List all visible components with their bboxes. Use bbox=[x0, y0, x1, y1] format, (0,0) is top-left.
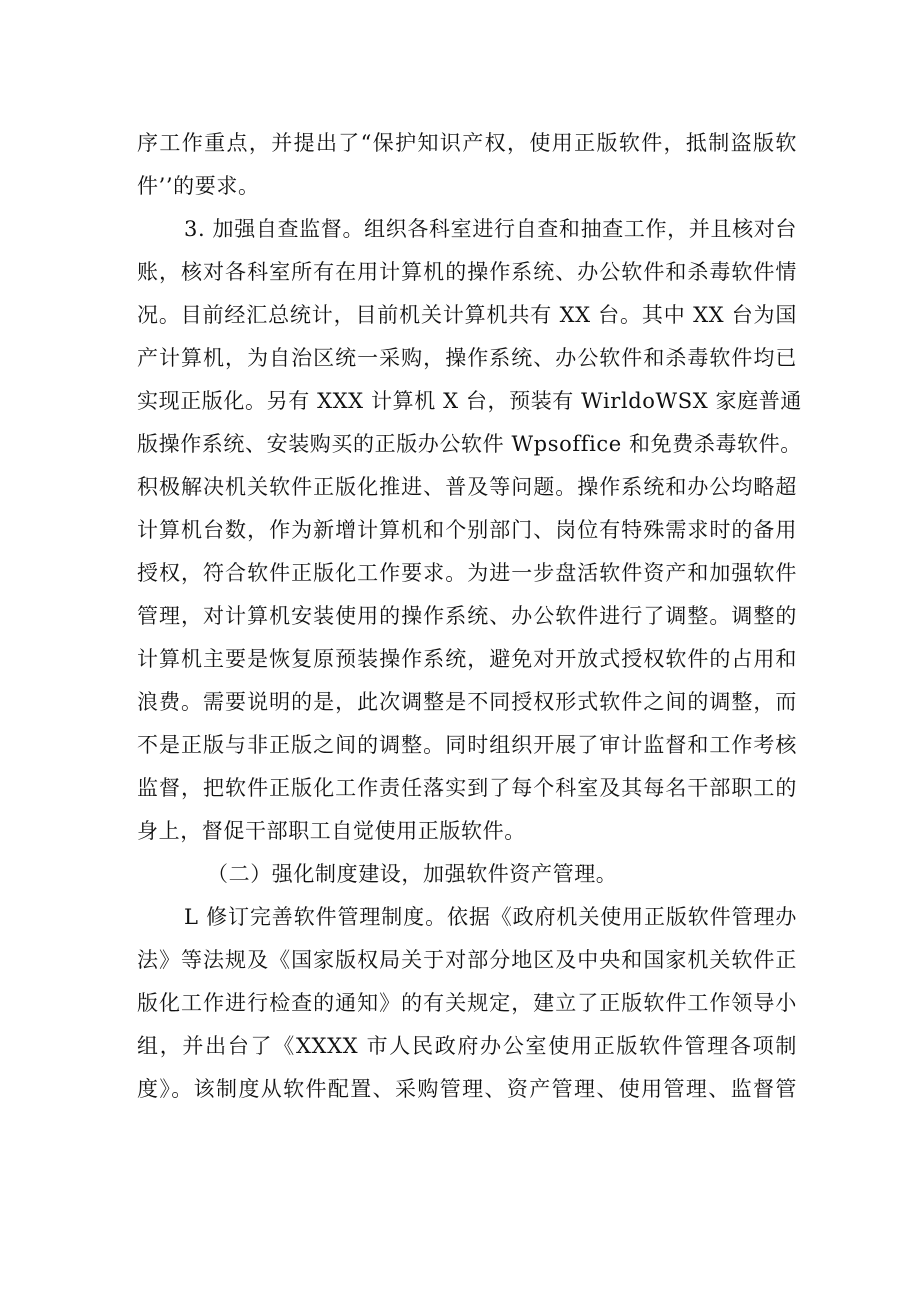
text-line: 积极解决机关软件正版化推进、普及等问题。操作系统和办公均略超 bbox=[137, 475, 797, 499]
text-line: 计算机主要是恢复原预装操作系统，避免对开放式授权软件的占用和 bbox=[137, 647, 797, 671]
text-line: 不是正版与非正版之间的调整。同时组织开展了审计监督和工作考核 bbox=[137, 733, 797, 757]
text-line: 序工作重点，并提出了“保护知识产权，使用正版软件，抵制盗版软 bbox=[137, 131, 797, 155]
text-line: 身上，督促干部职工自觉使用正版软件。 bbox=[137, 819, 526, 843]
text-line: 监督，把软件正版化工作责任落实到了每个科室及其每名干部职工的 bbox=[137, 776, 797, 800]
text-line: 授权，符合软件正版化工作要求。为进一步盘活软件资产和加强软件 bbox=[137, 561, 797, 585]
text-line: 产计算机，为自治区统一采购，操作系统、办公软件和杀毒软件均已 bbox=[137, 346, 797, 370]
text-line: L 修订完善软件管理制度。依据《政府机关使用正版软件管理办 bbox=[184, 905, 797, 929]
text-line: 计算机台数，作为新增计算机和个别部门、岗位有特殊需求时的备用 bbox=[137, 518, 797, 542]
text-line: 版操作系统、安装购买的正版办公软件 Wpsoffice 和免费杀毒软件。 bbox=[137, 432, 802, 456]
text-line: 况。目前经汇总统计，目前机关计算机共有 XX 台。其中 XX 台为国 bbox=[137, 303, 797, 327]
text-line: 实现正版化。另有 XXX 计算机 X 台，预装有 WirldoWSX 家庭普通 bbox=[137, 389, 802, 413]
text-line: 度》。该制度从软件配置、采购管理、资产管理、使用管理、监督管 bbox=[137, 1077, 797, 1101]
text-line: 件’’的要求。 bbox=[137, 174, 260, 198]
text-line: 浪费。需要说明的是，此次调整是不同授权形式软件之间的调整，而 bbox=[137, 690, 797, 714]
text-line: 3. 加强自查监督。组织各科室进行自查和抽查工作，并且核对台 bbox=[184, 217, 797, 241]
text-line: 账，核对各科室所有在用计算机的操作系统、办公软件和杀毒软件情 bbox=[137, 260, 797, 284]
section-heading: （二）强化制度建设，加强软件资产管理。 bbox=[207, 862, 618, 886]
text-line: 版化工作进行检查的通知》的有关规定，建立了正版软件工作领导小 bbox=[137, 991, 797, 1015]
text-line: 组，并出台了《XXXX 市人民政府办公室使用正版软件管理各项制 bbox=[137, 1034, 797, 1058]
text-line: 法》等法规及《国家版权局关于对部分地区及中央和国家机关软件正 bbox=[137, 948, 797, 972]
text-line: 管理，对计算机安装使用的操作系统、办公软件进行了调整。调整的 bbox=[137, 604, 797, 628]
